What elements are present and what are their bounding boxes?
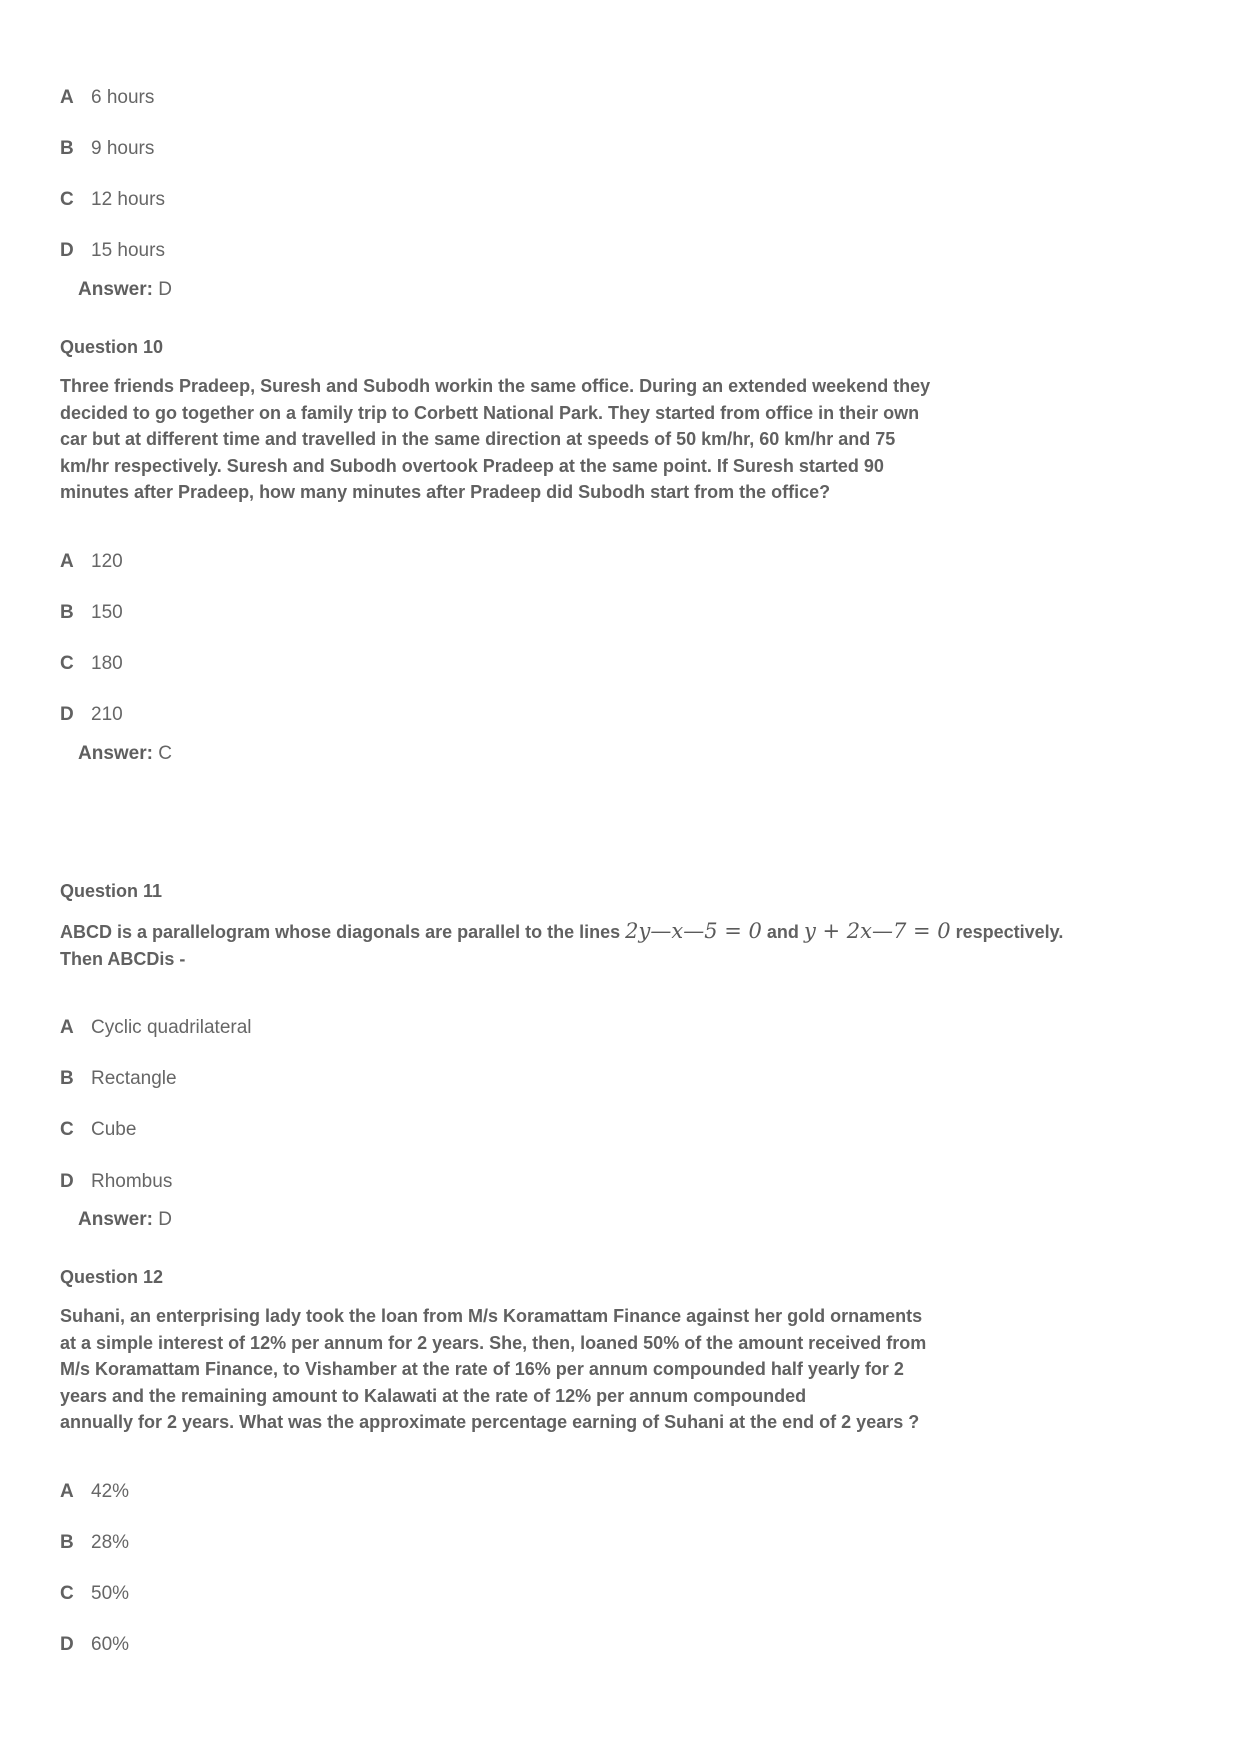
option-text: 6 hours	[91, 87, 155, 108]
option-letter: B	[60, 1068, 74, 1089]
q12-option-b[interactable]	[60, 1531, 129, 1555]
q10-option-b[interactable]	[60, 601, 123, 625]
option-text: 120	[91, 551, 123, 572]
q10-option-c[interactable]	[60, 652, 123, 676]
q9-answer	[78, 278, 172, 302]
option-letter: A	[60, 551, 74, 572]
option-text: 15 hours	[91, 240, 165, 261]
option-letter: D	[60, 1634, 74, 1655]
question-text-line: annually for 2 years. What was the approximate percentage earning of Suhani at the end of 2 years ?	[60, 1412, 920, 1432]
equation-2: y + 2x—7 = 0	[803, 919, 951, 943]
option-text: 150	[91, 602, 123, 623]
question-text-line: years and the remaining amount to Kalawati at the rate of 12% per annum compounded	[60, 1385, 807, 1406]
option-letter: D	[60, 704, 74, 725]
option-letter: B	[60, 138, 74, 159]
option-text: Rectangle	[91, 1068, 177, 1089]
question-11-title: Question 11	[60, 881, 163, 901]
q9-option-d[interactable]	[60, 239, 165, 263]
q11-answer	[78, 1208, 172, 1232]
option-letter: D	[60, 1171, 74, 1192]
option-text: 12 hours	[91, 189, 165, 210]
option-letter: C	[60, 1583, 74, 1604]
q11-option-b[interactable]	[60, 1067, 177, 1091]
question-text-line: km/hr respectively. Suresh and Subodh overtook Pradeep at the same point. If Suresh started 90	[60, 455, 884, 476]
q11-option-d[interactable]	[60, 1170, 172, 1194]
option-letter: A	[60, 1017, 74, 1038]
option-letter: D	[60, 240, 74, 261]
option-letter: C	[60, 653, 74, 674]
option-text: Cube	[91, 1119, 137, 1140]
question-text-line: Then ABCDis -	[60, 948, 186, 969]
q10-option-d[interactable]	[60, 703, 123, 727]
question-text-line: Suhani, an enterprising lady took the loan from M/s Koramattam Finance against her gold ornaments	[60, 1306, 923, 1326]
option-text: 42%	[91, 1481, 130, 1502]
answer-label: Answer:	[78, 743, 153, 764]
question-text-line: car but at different time and travelled in the same direction at speeds of 50 km/hr, 60 km/hr and 75	[60, 429, 896, 449]
answer-label: Answer:	[78, 1209, 153, 1230]
answer-value: C	[158, 743, 172, 764]
equation-1: 2y—x—5 = 0	[625, 919, 762, 943]
option-letter: B	[60, 602, 74, 623]
option-letter: C	[60, 189, 74, 210]
answer-value: D	[158, 1209, 172, 1230]
question-text-fragment: ABCD is a parallelogram whose diagonals are parallel to the lines	[60, 922, 626, 942]
q11-option-c[interactable]	[60, 1118, 136, 1142]
option-letter: A	[60, 87, 74, 108]
question-text-line	[60, 918, 1063, 946]
answer-value: D	[158, 279, 172, 300]
question-text-fragment: and	[761, 922, 804, 942]
question-text-line: at a simple interest of 12% per annum for 2 years. She, then, loaned 50% of the amount received from	[60, 1332, 927, 1353]
question-text-line: decided to go together on a family trip to Corbett National Park. They started from office in their own	[60, 402, 920, 423]
question-text-fragment: respectively.	[950, 922, 1064, 942]
q10-answer	[78, 742, 172, 766]
question-12-title: Question 12	[60, 1267, 164, 1287]
option-text: Cyclic quadrilateral	[91, 1017, 252, 1038]
option-text: 50%	[91, 1583, 130, 1604]
question-text-line: Three friends Pradeep, Suresh and Subodh workin the same office. During an extended weekend they	[60, 376, 931, 396]
question-10-title: Question 10	[60, 337, 164, 357]
option-letter: A	[60, 1481, 74, 1502]
question-11-text	[60, 918, 1063, 972]
q9-option-b[interactable]	[60, 137, 154, 161]
option-text: 28%	[91, 1532, 130, 1553]
option-letter: B	[60, 1532, 74, 1553]
option-text: 9 hours	[91, 138, 155, 159]
q9-option-c[interactable]	[60, 188, 165, 212]
option-text: Rhombus	[91, 1171, 173, 1192]
question-text-line: minutes after Pradeep, how many minutes after Pradeep did Subodh start from the office?	[60, 482, 831, 502]
option-text: 60%	[91, 1634, 130, 1655]
question-10-text	[60, 373, 930, 506]
q11-option-a[interactable]	[60, 1016, 252, 1040]
q12-option-c[interactable]	[60, 1582, 129, 1606]
question-text-line: M/s Koramattam Finance, to Vishamber at the rate of 16% per annum compounded half yearly for 2	[60, 1359, 904, 1379]
option-letter: C	[60, 1119, 74, 1140]
q9-option-a[interactable]	[60, 86, 154, 110]
answer-label: Answer:	[78, 279, 153, 300]
q10-option-a[interactable]	[60, 550, 123, 574]
option-text: 210	[91, 704, 123, 725]
q12-option-a[interactable]	[60, 1480, 129, 1504]
option-text: 180	[91, 653, 123, 674]
question-12-text	[60, 1303, 926, 1436]
q12-option-d[interactable]	[60, 1633, 129, 1657]
